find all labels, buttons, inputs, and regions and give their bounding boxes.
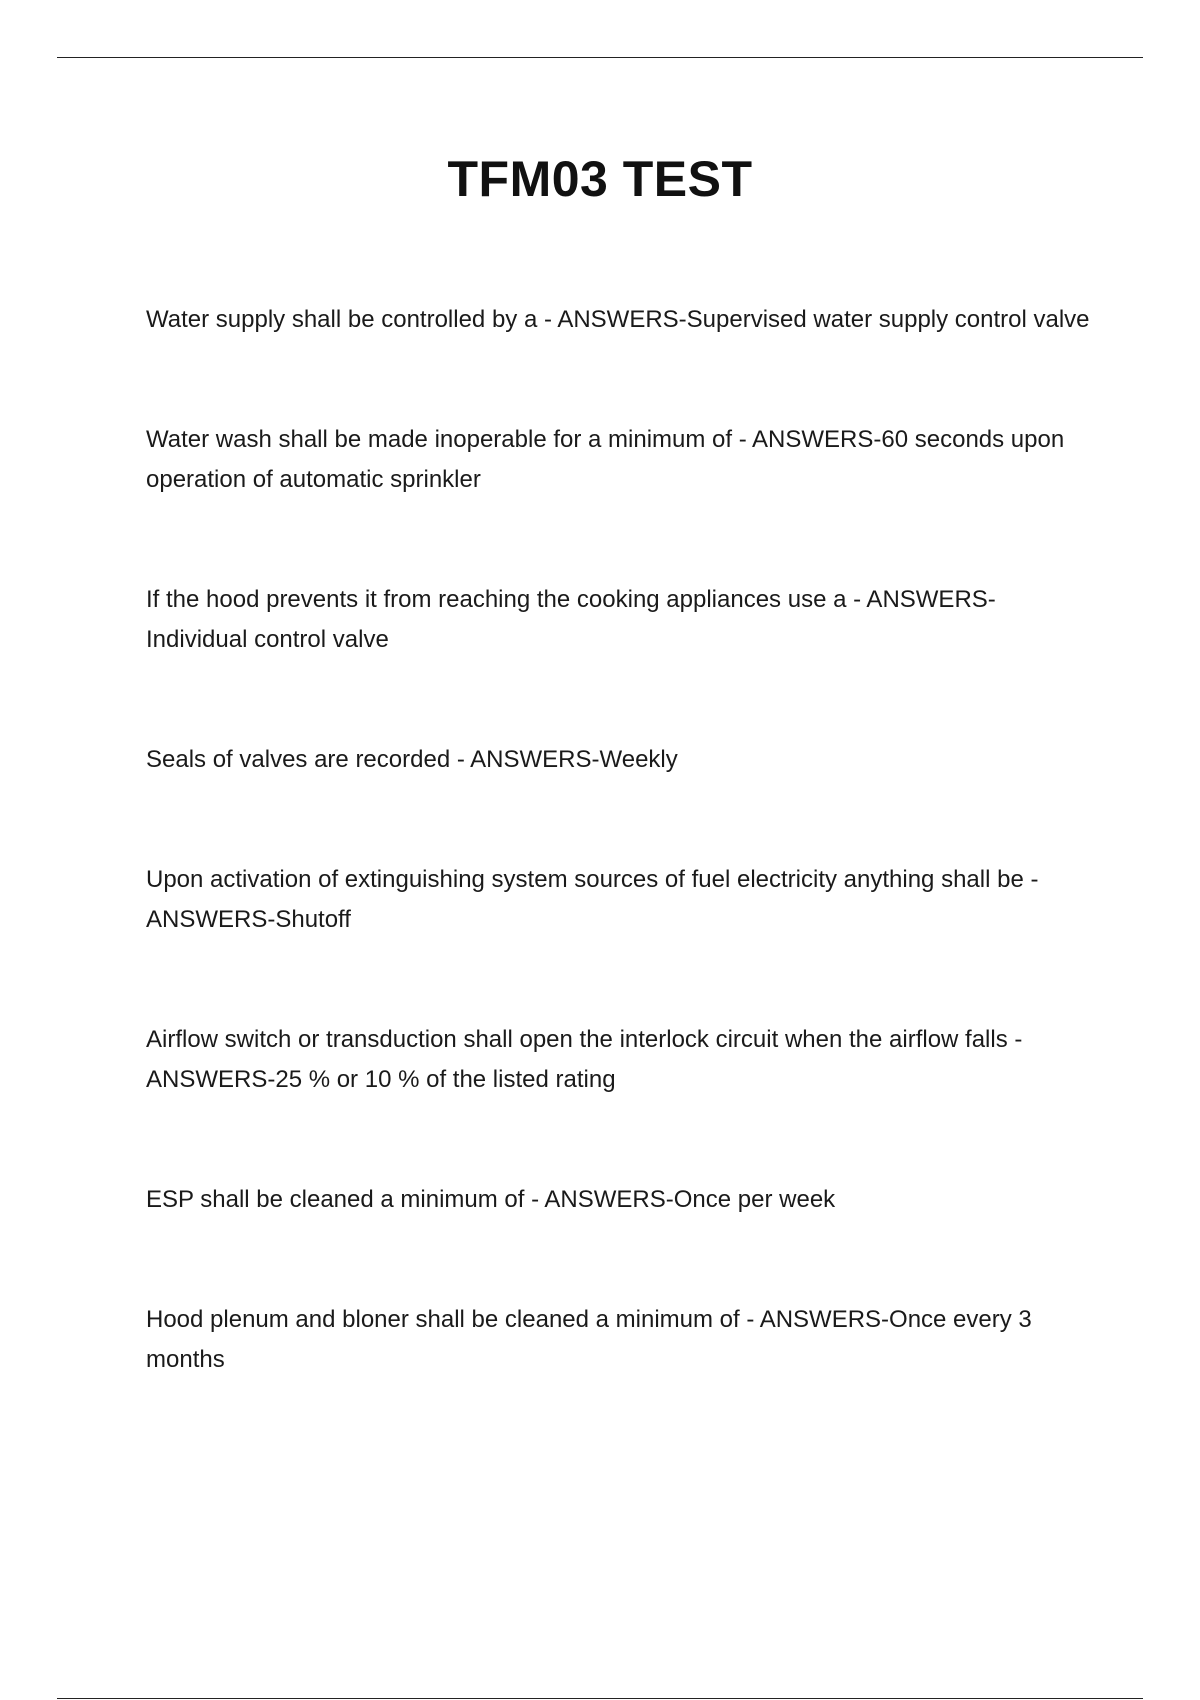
qa-item: ESP shall be cleaned a minimum of - ANSWERS-Once per week <box>146 1186 836 1213</box>
qa-item: Airflow switch or transduction shall open the interlock circuit when the airflow falls - ANSWERS-25 % or 10 % of the listed rating <box>146 1026 1023 1093</box>
qa-item: Upon activation of extinguishing system sources of fuel electricity anything shall be - ANSWERS-Shutoff <box>146 866 1039 933</box>
qa-item: Water supply shall be controlled by a - ANSWERS-Supervised water supply control valve <box>146 306 1090 333</box>
document-title: TFM03 TEST <box>447 151 753 207</box>
qa-item: If the hood prevents it from reaching the cooking appliances use a - ANSWERS-Individual control valve <box>146 586 996 653</box>
qa-item: Seals of valves are recorded - ANSWERS-Weekly <box>146 746 678 773</box>
qa-item: Water wash shall be made inoperable for a minimum of - ANSWERS-60 seconds upon operation of automatic sprinkler <box>146 426 1065 493</box>
qa-item: Hood plenum and bloner shall be cleaned a minimum of - ANSWERS-Once every 3 months <box>146 1306 1032 1373</box>
footer-rule <box>57 1698 1143 1699</box>
question-answer-list <box>146 300 1096 1460</box>
header-rule <box>57 57 1143 58</box>
